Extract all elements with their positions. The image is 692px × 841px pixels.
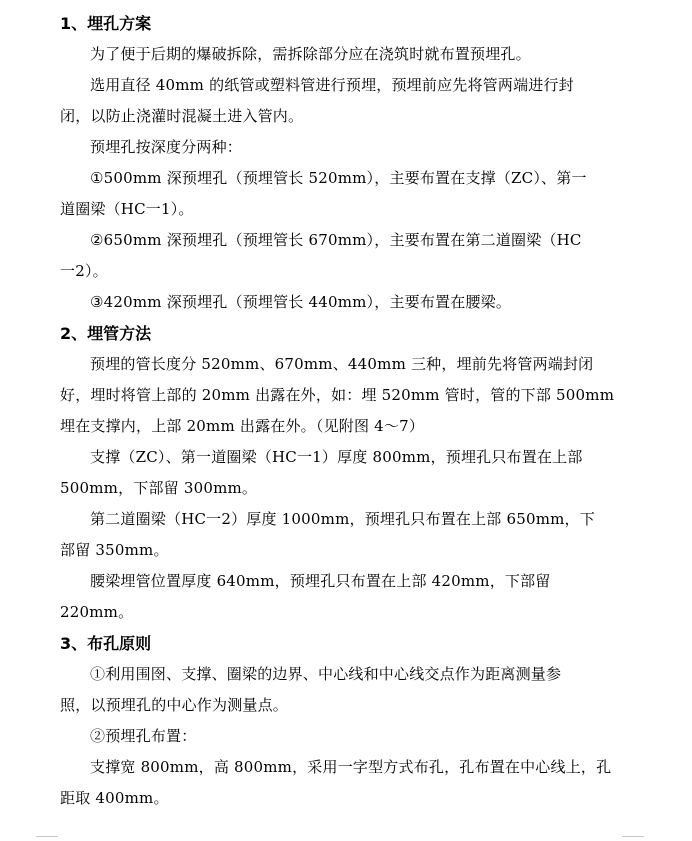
paragraph-line: 好，埋时将管上部的 20mm 出露在外，如：埋 520mm 管时，管的下部 500mm [60, 386, 615, 404]
section-heading: 3、布孔原则 [60, 634, 152, 653]
paragraph-line: ①利用围囹、支撑、圈梁的边界、中心线和中心线交点作为距离测量参 [90, 665, 562, 683]
paragraph-line: 220mm。 [60, 603, 134, 621]
paragraph-line: 预埋孔按深度分两种： [90, 138, 243, 156]
paragraph-line: 部留 350mm。 [60, 541, 169, 559]
paragraph-line: 预埋的管长度分 520mm、670mm、440mm 三种，埋前先将管两端封闭 [90, 355, 594, 373]
paragraph-line: 支撑宽 800mm，高 800mm，采用一字型方式布孔，孔布置在中心线上，孔 [90, 758, 612, 776]
paragraph-line: 腰梁埋管位置厚度 640mm，预埋孔只布置在上部 420mm，下部留 [90, 572, 551, 590]
section-heading: 1、埋孔方案 [60, 14, 152, 33]
paragraph-line: 为了便于后期的爆破拆除，需拆除部分应在浇筑时就布置预埋孔。 [90, 45, 531, 63]
paragraph-line: 道圈梁（HC一1）。 [60, 200, 194, 218]
page-corner-mark-left [36, 836, 58, 837]
paragraph-line: 500mm，下部留 300mm。 [60, 479, 258, 497]
paragraph-line: 距取 400mm。 [60, 789, 169, 807]
document-page [60, 8, 620, 814]
paragraph-line: 第二道圈梁（HC一2）厚度 1000mm，预埋孔只布置在上部 650mm，下 [90, 510, 595, 528]
paragraph-line: ②650mm 深预埋孔（预埋管长 670mm），主要布置在第二道圈梁（HC [90, 231, 582, 249]
paragraph-line: 闭，以防止浇灌时混凝土进入管内。 [60, 107, 304, 125]
paragraph-line: 照，以预埋孔的中心作为测量点。 [60, 696, 289, 714]
paragraph-line: 埋在支撑内，上部 20mm 出露在外。（见附图 4～7） [60, 417, 425, 435]
paragraph-line: ③420mm 深预埋孔（预埋管长 440mm），主要布置在腰梁。 [90, 293, 512, 311]
section-heading: 2、埋管方法 [60, 324, 152, 343]
page-corner-mark-right [622, 836, 644, 837]
paragraph-line: ②预埋孔布置： [90, 727, 197, 745]
paragraph-line: ①500mm 深预埋孔（预埋管长 520mm），主要布置在支撑（ZC）、第一 [90, 169, 587, 187]
paragraph-line: 支撑（ZC）、第一道圈梁（HC一1）厚度 800mm，预埋孔只布置在上部 [90, 448, 583, 466]
paragraph-line: 一2）。 [60, 262, 108, 280]
paragraph-line: 选用直径 40mm 的纸管或塑料管进行预埋，预埋前应先将管两端进行封 [90, 76, 574, 94]
